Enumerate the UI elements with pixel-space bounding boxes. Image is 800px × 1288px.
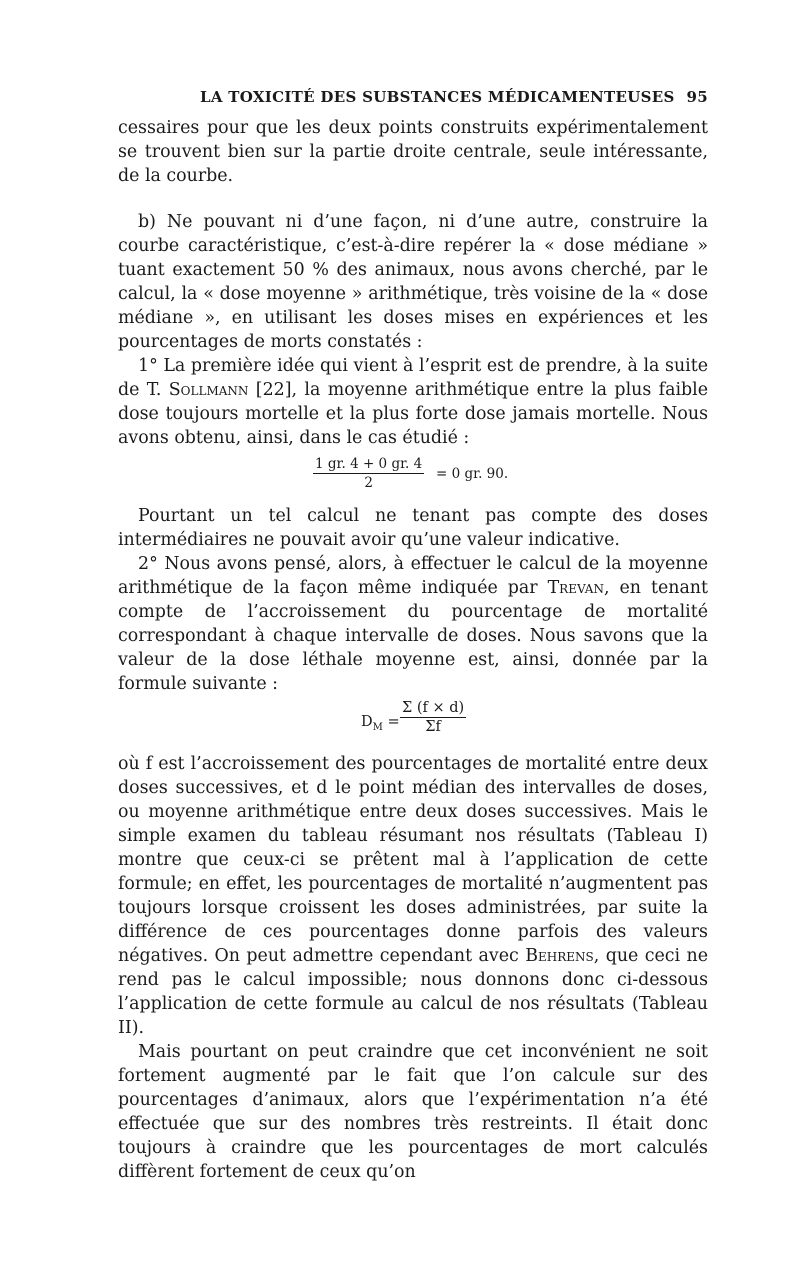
paragraph-pourtant: Pourtant un tel calcul ne tenant pas compte des doses intermédiaires ne pouvait avoir qu’une valeur indicative. bbox=[118, 506, 708, 550]
formula-lhs-subscript: M bbox=[372, 721, 383, 733]
formula-mean-dose bbox=[118, 450, 708, 504]
paragraph-ou-text-b: , que ceci ne rend pas le calcul impossible; nous donnons donc ci-dessous l’application de cette formule au calcul de nos résultats (Tableau II). bbox=[118, 946, 708, 1038]
formula-equals: = bbox=[382, 714, 400, 730]
paragraph-2-text-a: 2° Nous avons pensé, alors, à effectuer le calcul de la moyenne arithmétique de la façon même indiquée par bbox=[118, 554, 708, 598]
paragraph-2 bbox=[118, 552, 708, 696]
formula-numerator: Σ (f × d) bbox=[402, 700, 465, 716]
formula-lhs bbox=[361, 714, 400, 733]
formula-denominator: Σf bbox=[425, 719, 441, 735]
book-page bbox=[118, 88, 708, 1184]
formula-fraction bbox=[400, 700, 466, 735]
author-trevan: Trevan bbox=[547, 578, 604, 598]
author-behrens: Behrens bbox=[525, 946, 594, 966]
paragraph-ou-text-a: où f est l’accroissement des pourcentages de mortalité entre deux doses successives, et d le point médian des intervalles de doses, ou moyenne arithmétique entre deux doses successives. Mais le simple examen du tableau résumant nos résultats (Tableau I) montre que ceux-ci se prêtent mal à l’application de cette formule; en effet, les pourcentages de mortalité n’augmentent pas toujours lorsque croissent les doses administrées, par suite la différence de ces pourcentages donne parfois des valeurs négatives. On peut admettre cependant avec bbox=[118, 754, 708, 966]
paragraph-ou bbox=[118, 752, 708, 1040]
formula-result: = 0 gr. 90. bbox=[436, 466, 509, 482]
formula-lhs-symbol: D bbox=[361, 714, 373, 730]
formula-lethal-dose bbox=[118, 696, 708, 752]
formula-denominator: 2 bbox=[364, 475, 373, 491]
paragraph-mais: Mais pourtant on peut craindre que cet inconvénient ne soit fortement augmenté par le fait que l’on calcule sur des pourcentages d’animaux, alors que l’expérimentation n’a été effectuée que sur des nombres très restreints. Il était donc toujours à craindre que les pourcentages de mort calculés diffèrent fortement de ceux qu’on bbox=[118, 1042, 708, 1182]
paragraph-1-text-a: 1° La première idée qui vient à l’esprit est de prendre, à la suite de T. bbox=[118, 356, 708, 400]
paragraph-2-text-b: , en tenant compte de l’accroissement du pourcentage de mortalité correspondant à chaque intervalle de doses. Nous savons que la valeur de la dose léthale moyenne est, ainsi, donnée par la formule suivante : bbox=[118, 578, 708, 694]
paragraph-b: b) Ne pouvant ni d’une façon, ni d’une autre, construire la courbe caractéristique, c’est-à-dire repérer la « dose médiane » tuant exactement 50 % des animaux, nous avons cherché, par le calcul, la « dose moyenne » arithmétique, très voisine de la « dose médiane », en utilisant les doses mises en expériences et les pourcentages de morts constatés : bbox=[118, 212, 708, 352]
paragraph-continuation: cessaires pour que les deux points construits expérimentalement se trouvent bien sur la partie droite centrale, seule intéressante, de la courbe. bbox=[118, 118, 708, 186]
paragraph-1-text-b: [22], la moyenne arithmétique entre la plus faible dose toujours mortelle et la plus forte dose jamais mortelle. Nous avons obtenu, ainsi, dans le cas étudié : bbox=[118, 380, 708, 448]
formula-numerator: 1 gr. 4 + 0 gr. 4 bbox=[315, 456, 423, 472]
page-number: 95 bbox=[686, 88, 708, 106]
running-header bbox=[118, 88, 708, 106]
paragraph-1 bbox=[118, 354, 708, 450]
running-title: LA TOXICITÉ DES SUBSTANCES MÉDICAMENTEUSES bbox=[200, 88, 675, 106]
formula-fraction bbox=[313, 456, 424, 491]
author-sollmann: Sollmann bbox=[168, 380, 249, 400]
